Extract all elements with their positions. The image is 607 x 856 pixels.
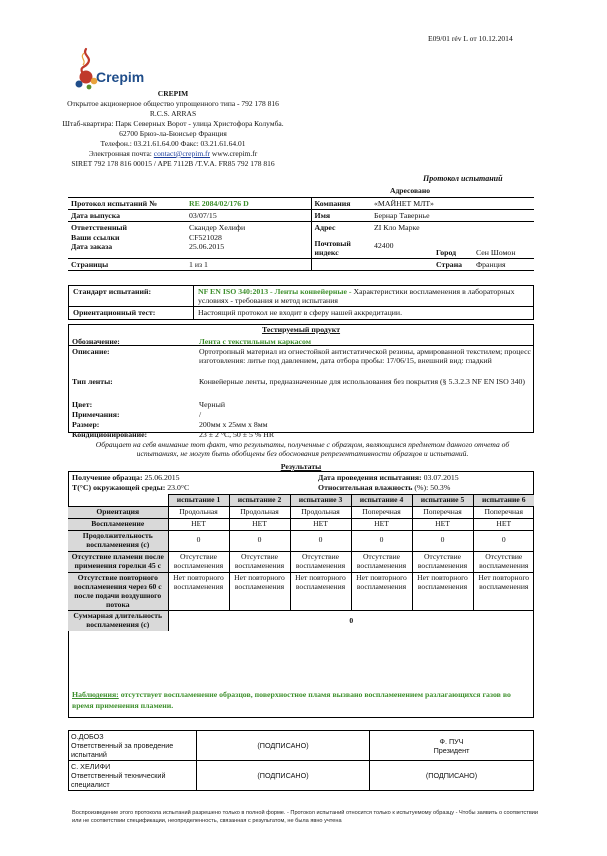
signatory-1-role: Ответственный за проведение испытаний [71,741,174,759]
results-title: Результаты [280,462,322,471]
standard-name: NF EN ISO 340:2013 - Ленты конвейерные - [198,287,354,296]
size: 200мм x 25мм x 8мм [199,420,268,429]
signatures-table [68,730,534,791]
cell-orientation: Поперечная [473,506,534,518]
cell-flame-absence: Отсутствие воспламенения [351,551,412,572]
protocol-label: Протокол испытаний [423,174,503,183]
standard-description: Характеристики воспламенения в лабораторных условиях - требования и метод испытания [198,287,515,306]
designation: Лента с текстильным каркасом [199,337,312,346]
cell-duration: 0 [168,530,229,551]
notes-row [72,410,531,419]
zip-label: Почтовый индекс [314,238,351,257]
cell-ignition: НЕТ [351,518,412,530]
company-phone: Телефон.: 03.21.61.64.00 Факс: 03.21.61.64.01 [100,138,246,148]
test-header: испытание 1 [168,495,229,507]
row-header-total-duration: Суммарная длительность воспламенения (с) [68,611,168,631]
row-header-orientation: Ориентация [68,506,168,518]
orientation-test-label: Ориентационный тест: [69,307,194,319]
company-siret: SIRET 792 178 816 00015 / APE 7112B /T.V.A. FR85 792 178 816 [71,158,275,168]
company-address-2: 62700 Брюэ-ла-Бюисьер Франция [119,128,227,138]
responsible: Скандер Хелифи [189,223,246,233]
test-date-row [318,473,459,482]
blank-cell [311,258,371,270]
corner-cell [68,495,168,507]
cell-ignition: НЕТ [412,518,473,530]
cell-flame-absence: Отсутствие воспламенения [290,551,351,572]
footer-disclaimer: Воспроизведение этого протокола испытаний разрешено только в полной форме. - Протокол испытаний относится только к испытуемому образцу - Чтобы заявить о соответствии или не соответствии спецификации, неопределенность, связанная с результатом, не была явно учтена [72,810,539,824]
conditioning-row [72,430,531,439]
logo-wordmark: Crepim [96,69,145,85]
signatory-1 [69,731,197,761]
document-reference: E09/01 rév L от 10.12.2014 [428,34,513,43]
responsible-label [68,222,186,259]
standard-table [68,285,534,320]
pages: 1 из 1 [186,258,311,270]
info-table [68,197,534,271]
cell-duration: 0 [473,530,534,551]
observations-label: Наблюдения: [72,690,119,699]
company-name: CREPIM [157,89,189,98]
address-zip-labels [311,222,371,259]
cell-duration: 0 [290,530,351,551]
protocol-no-label: Протокол испытаний № [68,198,186,210]
your-ref-label: Ваши ссылки [71,232,120,242]
signature-4: (ПОДПИСАНО) [370,761,534,791]
signatory-2-role: Президент [433,745,470,755]
cell-ignition: НЕТ [229,518,290,530]
signatory-2 [370,731,534,761]
company-label: Компания [311,198,371,210]
description: Ортотропный материал из огнестойкой антистатической резины, армированной текстилем; процесс изготовления: литье под давлением, дата отбора пробы: 17/06/15, внешний вид: гладкий [199,347,532,366]
company-contact [28,149,318,159]
cell-orientation: Поперечная [412,506,473,518]
row-header-duration: Продолжительность воспламенения (с) [68,530,168,551]
receipt-label: Получение образца: [72,473,143,482]
standard-label: Стандарт испытаний: [69,286,194,307]
email-link[interactable]: contact@crepim.fr [153,148,211,158]
protocol-no: RE 2084/02/176 D [186,198,311,210]
country-label: Страна [433,258,473,270]
total-duration: 0 [168,611,534,631]
client-address: ZI Кло Марке [374,223,420,233]
color-row [72,400,531,409]
order-date-label: Дата заказа [71,241,113,251]
test-header: испытание 4 [351,495,412,507]
signature-3: (ПОДПИСАНО) [197,761,370,791]
temperature-label: T(°C) окружающей среды: [72,483,166,492]
cell-orientation: Продольная [229,506,290,518]
client-name: Бернар Тавернье [371,210,534,222]
test-date-label: Дата проведения испытания: [318,473,422,482]
test-date: 03.07.2015 [421,473,459,482]
issue-date-label: Дата выпуска [68,210,186,222]
row-header-ignition: Воспламенение [68,518,168,530]
cell-reignition: Нет повторного воспламенения [229,572,290,611]
responsible-label-text: Ответственный [71,223,128,233]
cell-orientation: Продольная [290,506,351,518]
blank-cell [371,258,433,270]
signatory-1-name: О.ДОБОЗ [71,732,104,741]
description-label: Описание: [72,347,110,356]
client-city: Сен Шомон [473,222,534,259]
orientation-test: Настоящий протокол не входит в сферу нашей аккредитации. [194,307,534,319]
signatory-2-name: Ф. ПУЧ [439,736,464,746]
issue-date: 03/07/15 [186,210,311,222]
notes-label: Примечания: [72,410,120,419]
divider [68,345,534,346]
test-header: испытание 5 [412,495,473,507]
cell-duration: 0 [351,530,412,551]
client-zip: 42400 [374,240,394,250]
temperature-row [72,483,189,492]
responsible-value [186,222,311,259]
observations-text: отсутствует воспламенение образцов, поверхностное пламя вызвано воспламенением разлагающихся газов во время применения пламени. [72,690,511,710]
type-row [72,377,531,386]
cell-duration: 0 [229,530,290,551]
test-header: испытание 6 [473,495,534,507]
color-label: Цвет: [72,400,93,409]
designation-label: Обозначение: [72,337,120,346]
humidity-label: Относительная влажность [318,483,413,492]
size-label: Размер: [72,420,100,429]
addressed-label: Адресовано [389,186,431,195]
cell-ignition: НЕТ [473,518,534,530]
test-header: испытание 2 [229,495,290,507]
cell-ignition: НЕТ [290,518,351,530]
cell-orientation: Поперечная [351,506,412,518]
signatory-3 [69,761,197,791]
cell-reignition: Нет повторного воспламенения [168,572,229,611]
standard-value [194,286,534,307]
results-table [68,494,534,631]
cell-orientation: Продольная [168,506,229,518]
row-header-reignition: Отсутствие повторного воспламенения через 60 с после подачи воздушного потока [68,572,168,611]
description-row [72,347,531,365]
conditioning-label: Кондиционирование: [72,430,148,439]
conditioning: 23 ± 2 °C, 50 ± 5 % HR [199,430,275,439]
product-note: Обращает на себя внимание тот факт, что результаты, полученные с образцом, являющимся предметом данного отчета об испытаниях, не могут быть обобщены без обоснования репрезентативности образцов и испытаний. [95,440,510,459]
signatory-3-name: С. ХЕЛИФИ [71,762,111,771]
client-country: Франция [473,258,534,270]
cell-ignition: НЕТ [168,518,229,530]
cell-reignition: Нет повторного воспламенения [351,572,412,611]
cell-flame-absence: Отсутствие воспламенения [229,551,290,572]
pages-label: Страницы [68,258,186,270]
notes: / [199,410,202,419]
company-block [28,89,318,169]
observations [72,690,530,711]
color: Черный [199,400,226,409]
cell-reignition: Нет повторного воспламенения [473,572,534,611]
your-ref: CF521028 [189,232,222,242]
size-row [72,420,531,429]
email-label: Электронная почта: [88,148,154,158]
cell-flame-absence: Отсутствие воспламенения [412,551,473,572]
test-header: испытание 3 [290,495,351,507]
signature-1: (ПОДПИСАНО) [197,731,370,761]
humidity-row [318,483,450,492]
cell-reignition: Нет повторного воспламенения [290,572,351,611]
name-label: Имя [311,210,371,222]
type-label: Тип ленты: [72,377,113,386]
product-title: Тестируемый продукт [261,325,341,334]
receipt: 25.06.2015 [142,473,180,482]
humidity: (%): 50.3% [412,483,451,492]
signatory-3-role: Ответственный технический специалист [71,771,166,789]
cell-flame-absence: Отсутствие воспламенения [473,551,534,572]
cell-reignition: Нет повторного воспламенения [412,572,473,611]
website: www.crepim.fr [210,148,258,158]
order-date: 25.06.2015 [189,241,225,251]
temperature: 23.0°C [165,483,190,492]
row-header-flame-absence: Отсутствие пламени после применения горелки 45 с [68,551,168,572]
cell-flame-absence: Отсутствие воспламенения [168,551,229,572]
city-label: Город [433,222,473,259]
belt-type: Конвейерные ленты, предназначенные для использования без покрытия (§ 5.3.2.3 NF EN ISO 340) [199,377,525,386]
address-label: Адрес [314,223,336,233]
client-company: «МАЙНЕТ МЛТ» [371,198,534,210]
company-legal: Открытое акционерное общество упрощенного типа - 792 178 816 [67,98,279,108]
address-zip-values [371,222,433,259]
cell-duration: 0 [412,530,473,551]
company-rcs: R.C.S. ARRAS [149,108,197,118]
receipt-row [72,473,180,482]
company-address-1: Штаб-квартира: Парк Северных Ворот - улица Христофора Колумба. [62,118,284,128]
